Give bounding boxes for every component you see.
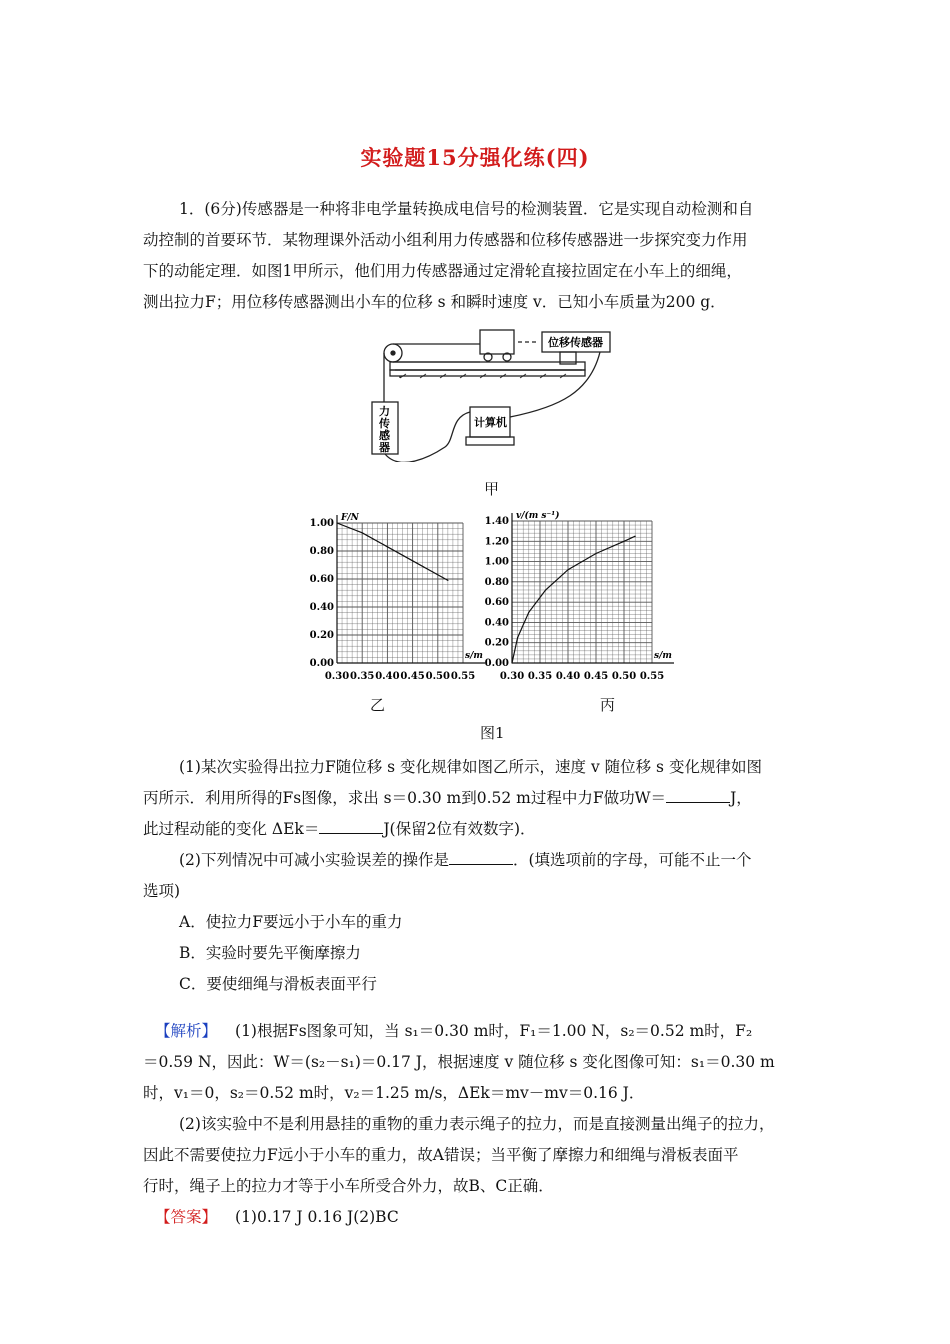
option-a: A．使拉力F要远小于小车的重力 (179, 913, 403, 931)
part1-line (143, 783, 815, 814)
x-tick-label: 0.35 (527, 671, 553, 682)
chart-grid (512, 521, 652, 663)
force-sensor-label: 感 (379, 429, 390, 442)
x-tick-label: 0.30 (499, 671, 525, 682)
part2-text: (2)下列情况中可减小实验误差的操作是 (179, 851, 449, 869)
intro-line: 动控制的首要环节．某物理课外活动小组利用力传感器和位移传感器进一步探究变力作用 (143, 231, 748, 249)
x-tick-label: 0.50 (611, 671, 637, 682)
analysis-line: (2)该实验中不是利用悬挂的重物的重力表示绳子的拉力，而是直接测量出绳子的拉力， (179, 1115, 775, 1133)
data-point (567, 569, 568, 570)
data-point (387, 546, 388, 547)
computer-label: 计算机 (474, 416, 507, 429)
analysis-line: ＝0.59 N，因此：W＝(s₂－s₁)＝0.17 J，根据速度 v 随位移 s 变化图像可知：s₁＝0.30 m (143, 1053, 775, 1071)
part2-text: ．(填选项前的字母，可能不止一个 (512, 851, 752, 869)
y-tick-label: 1.20 (484, 536, 509, 548)
part1-text: 丙所示．利用所得的Fs图像，求出 s＝0.30 m到0.52 m过程中力F做功W＝ (143, 789, 667, 807)
part1-text: J(保留2位有效数字)． (383, 820, 536, 838)
y-tick-label: 0.20 (309, 630, 334, 641)
part2-line: 选项) (143, 882, 181, 900)
x-tick-label: 0.45 (583, 671, 609, 682)
x-tick-label: 0.50 (425, 671, 450, 682)
apparatus-caption: 甲 (484, 480, 500, 498)
part1-line (143, 814, 815, 845)
y-tick-label: 0.80 (484, 576, 509, 588)
part1-text: J， (730, 789, 752, 807)
question-parts (143, 752, 815, 1000)
x-tick-label: 0.55 (639, 671, 665, 682)
y-tick-label: 0.00 (484, 658, 509, 669)
option-c: C．要使细绳与滑板表面平行 (179, 975, 377, 993)
data-point (623, 541, 624, 542)
page-title: 实验题15分强化练(四) (360, 145, 590, 170)
figure-caption: 图1 (480, 724, 505, 742)
part1-line: (1)某次实验得出拉力F随位移 s 变化规律如图乙所示，速度 v 随位移 s 变化规律如图 (179, 758, 762, 776)
chart-grid (337, 523, 463, 663)
data-point (447, 580, 448, 581)
analysis-line: 时，v₁＝0，s₂＝0.52 m时，v₂＝1.25 m/s，ΔEk＝mv－mv＝0.16 J． (143, 1084, 645, 1102)
answer-text: (1)0.17 J 0.16 J(2)BC (235, 1208, 399, 1226)
table-base (390, 370, 585, 376)
x-tick-label: 0.35 (350, 671, 375, 682)
x-tick-label: 0.45 (400, 671, 425, 682)
x-tick-label: 0.40 (555, 671, 581, 682)
data-point (511, 662, 512, 663)
data-point (362, 532, 363, 533)
intro-line: 测出拉力F；用位移传感器测出小车的位移 s 和瞬时速度 v．已知小车质量为200 g． (143, 293, 726, 311)
x-tick-label: 0.30 (324, 671, 350, 682)
track-board (390, 362, 585, 370)
y-tick-label: 0.40 (484, 617, 509, 629)
y-tick-label: 0.20 (484, 637, 509, 649)
intro-line: 1．(6分)传感器是一种将非电学量转换成电信号的检测装置．它是实现自动检测和自 (179, 200, 754, 218)
option-b: B．实验时要先平衡摩擦力 (179, 944, 361, 962)
velocity-displacement-chart (478, 505, 678, 687)
y-axis-label: v/(m s⁻¹) (516, 511, 560, 521)
analysis-line: (1)根据Fs图象可知，当 s₁＝0.30 m时，F₁＝1.00 N，s₂＝0.52 m时，F₂ (235, 1022, 753, 1040)
intro-line: 下的动能定理．如图1甲所示，他们用力传感器通过定滑轮直接拉固定在小车上的细绳， (143, 262, 742, 280)
y-tick-label: 0.60 (484, 597, 509, 609)
data-point (545, 589, 546, 590)
data-point (517, 637, 518, 638)
y-tick-label: 1.40 (484, 516, 509, 527)
x-tick-label: 0.40 (375, 671, 400, 682)
position-sensor-label: 位移传感器 (548, 336, 603, 349)
chart-caption-yi: 乙 (370, 696, 386, 714)
force-sensor-label: 传 (379, 417, 390, 430)
force-sensor-label: 器 (379, 441, 390, 454)
y-tick-label: 0.60 (309, 574, 334, 585)
data-point (412, 560, 413, 561)
chart-caption-bing: 丙 (600, 696, 616, 714)
part2-line (143, 845, 815, 876)
answer-blank-options[interactable] (449, 850, 513, 865)
y-tick-label: 0.80 (309, 546, 334, 557)
part1-text: 此过程动能的变化 ΔEk＝ (143, 820, 320, 838)
question-intro (143, 194, 815, 318)
answer-blank-w[interactable] (666, 788, 730, 803)
force-sensor-label: 力 (379, 405, 390, 418)
data-point (336, 522, 337, 523)
apparatus-diagram (360, 322, 620, 462)
answer-label: 【答案】 (155, 1208, 218, 1226)
analysis-section (143, 1016, 815, 1233)
data-point (528, 612, 529, 613)
answer-blank-ek[interactable] (319, 819, 383, 834)
force-displacement-chart (305, 505, 495, 687)
x-axis-label: s/m (465, 651, 483, 661)
data-point (595, 553, 596, 554)
data-point (635, 536, 636, 537)
x-axis-label: s/m (654, 651, 672, 661)
analysis-line: 因此不需要使拉力F远小于小车的重力，故A错误；当平衡了摩擦力和细绳与滑板表面平 (143, 1146, 739, 1164)
y-tick-label: 0.00 (309, 658, 334, 669)
analysis-label: 【解析】 (155, 1022, 218, 1040)
y-axis-label: F/N (341, 513, 359, 523)
analysis-line: 行时，绳子上的拉力才等于小车所受合外力，故B、C正确． (143, 1177, 554, 1195)
y-tick-label: 1.00 (309, 518, 334, 529)
y-tick-label: 0.40 (309, 602, 334, 613)
y-tick-label: 1.00 (484, 556, 509, 568)
cart (480, 330, 514, 354)
x-tick-label: 0.55 (450, 671, 476, 682)
